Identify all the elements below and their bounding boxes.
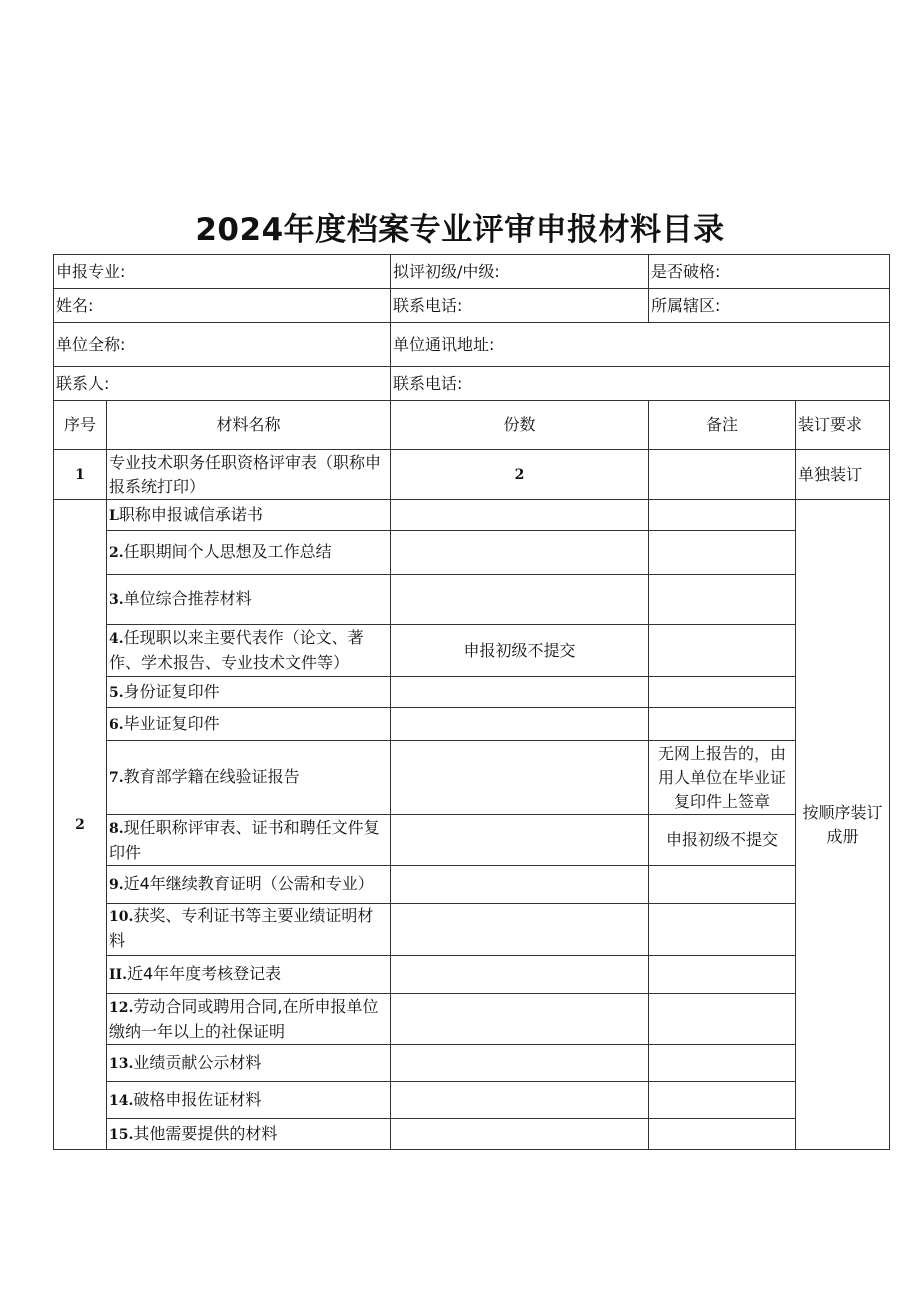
copies-cell: 申报初级不提交 <box>391 625 649 677</box>
table-row <box>54 956 890 994</box>
field-unit-label: 单位全称: <box>54 323 391 367</box>
material-item: 2.任职期间个人思想及工作总结 <box>107 531 391 575</box>
note-cell <box>649 994 796 1045</box>
copies-cell <box>391 994 649 1045</box>
field-address-label: 单位通讯地址: <box>391 323 890 367</box>
header-copies: 份数 <box>391 401 649 450</box>
table-row <box>54 531 890 575</box>
material-item: 14.破格申报佐证材料 <box>107 1082 391 1119</box>
document-title: 2024年度档案专业评审申报材料目录 <box>195 212 725 248</box>
table-row <box>54 904 890 956</box>
note-cell: 无网上报告的，由用人单位在毕业证复印件上签章 <box>649 741 796 815</box>
material-item: 7.教育部学籍在线验证报告 <box>107 741 391 815</box>
field-contact-phone-label: 联系电话: <box>391 367 890 401</box>
copies-cell <box>391 677 649 708</box>
material-item <box>107 500 391 531</box>
header-note: 备注 <box>649 401 796 450</box>
table-row <box>54 815 890 866</box>
item-number: L <box>109 507 119 524</box>
note-cell <box>649 575 796 625</box>
info-row <box>54 289 890 323</box>
note-cell: 申报初级不提交 <box>649 815 796 866</box>
materials-table <box>53 254 890 1150</box>
note-cell <box>649 625 796 677</box>
binding-cell: 按顺序装订成册 <box>796 500 890 1150</box>
copies-cell <box>391 708 649 741</box>
field-level-label: 拟评初级/中级: <box>391 255 649 289</box>
note-cell <box>649 677 796 708</box>
header-binding: 装订要求 <box>796 401 890 450</box>
material-item: 4.任现职以来主要代表作（论文、著作、学术报告、专业技术文件等） <box>107 625 391 677</box>
copies-cell <box>391 531 649 575</box>
copies-cell <box>391 1119 649 1150</box>
note-cell <box>649 1119 796 1150</box>
table-row <box>54 677 890 708</box>
info-row <box>54 367 890 401</box>
field-name-label: 姓名: <box>54 289 391 323</box>
material-item: 3.单位综合推荐材料 <box>107 575 391 625</box>
copies-cell <box>391 904 649 956</box>
field-contact-label: 联系人: <box>54 367 391 401</box>
seq-cell: 1 <box>54 450 107 500</box>
material-item: 5.身份证复印件 <box>107 677 391 708</box>
material-item: 13.业绩贡献公示材料 <box>107 1045 391 1082</box>
seq-cell: 2 <box>54 500 107 1150</box>
field-exception-label: 是否破格: <box>649 255 890 289</box>
table-row <box>54 1082 890 1119</box>
info-row <box>54 255 890 289</box>
table-row <box>54 575 890 625</box>
copies-cell <box>391 815 649 866</box>
material-name: 专业技术职务任职资格评审表（职称申报系统打印） <box>107 450 391 500</box>
note-cell <box>649 1045 796 1082</box>
table-row <box>54 625 890 677</box>
copies-cell <box>391 866 649 904</box>
material-item: 8.现任职称评审表、证书和聘任文件复印件 <box>107 815 391 866</box>
table-row <box>54 450 890 500</box>
note-cell <box>649 866 796 904</box>
table-row <box>54 994 890 1045</box>
note-cell <box>649 531 796 575</box>
copies-cell <box>391 1082 649 1119</box>
material-item: 12.劳动合同或聘用合同,在所申报单位缴纳一年以上的社保证明 <box>107 994 391 1045</box>
material-item: 9.近4年继续教育证明（公需和专业） <box>107 866 391 904</box>
table-row <box>54 708 890 741</box>
material-item: 10.获奖、专利证书等主要业绩证明材料 <box>107 904 391 956</box>
material-item: 6.毕业证复印件 <box>107 708 391 741</box>
note-cell <box>649 708 796 741</box>
table-row <box>54 500 890 531</box>
binding-cell: 单独装订 <box>796 450 890 500</box>
material-item: 15.其他需要提供的材料 <box>107 1119 391 1150</box>
info-row <box>54 323 890 367</box>
note-cell <box>649 500 796 531</box>
field-major-label: 申报专业: <box>54 255 391 289</box>
item-text: 职称申报诚信承诺书 <box>118 504 263 524</box>
header-seq: 序号 <box>54 401 107 450</box>
note-cell <box>649 1082 796 1119</box>
note-cell <box>649 904 796 956</box>
material-item: II.近4年年度考核登记表 <box>107 956 391 994</box>
copies-cell <box>391 1045 649 1082</box>
table-row <box>54 866 890 904</box>
field-phone-label: 联系电话: <box>391 289 649 323</box>
field-district-label: 所属辖区: <box>649 289 890 323</box>
note-cell <box>649 450 796 500</box>
table-header-row <box>54 401 890 450</box>
copies-cell <box>391 575 649 625</box>
table-row <box>54 1045 890 1082</box>
copies-cell: 2 <box>391 450 649 500</box>
copies-cell <box>391 956 649 994</box>
table-row <box>54 1119 890 1150</box>
copies-cell <box>391 500 649 531</box>
note-cell <box>649 956 796 994</box>
copies-cell <box>391 741 649 815</box>
header-name: 材料名称 <box>107 401 391 450</box>
table-row <box>54 741 890 815</box>
